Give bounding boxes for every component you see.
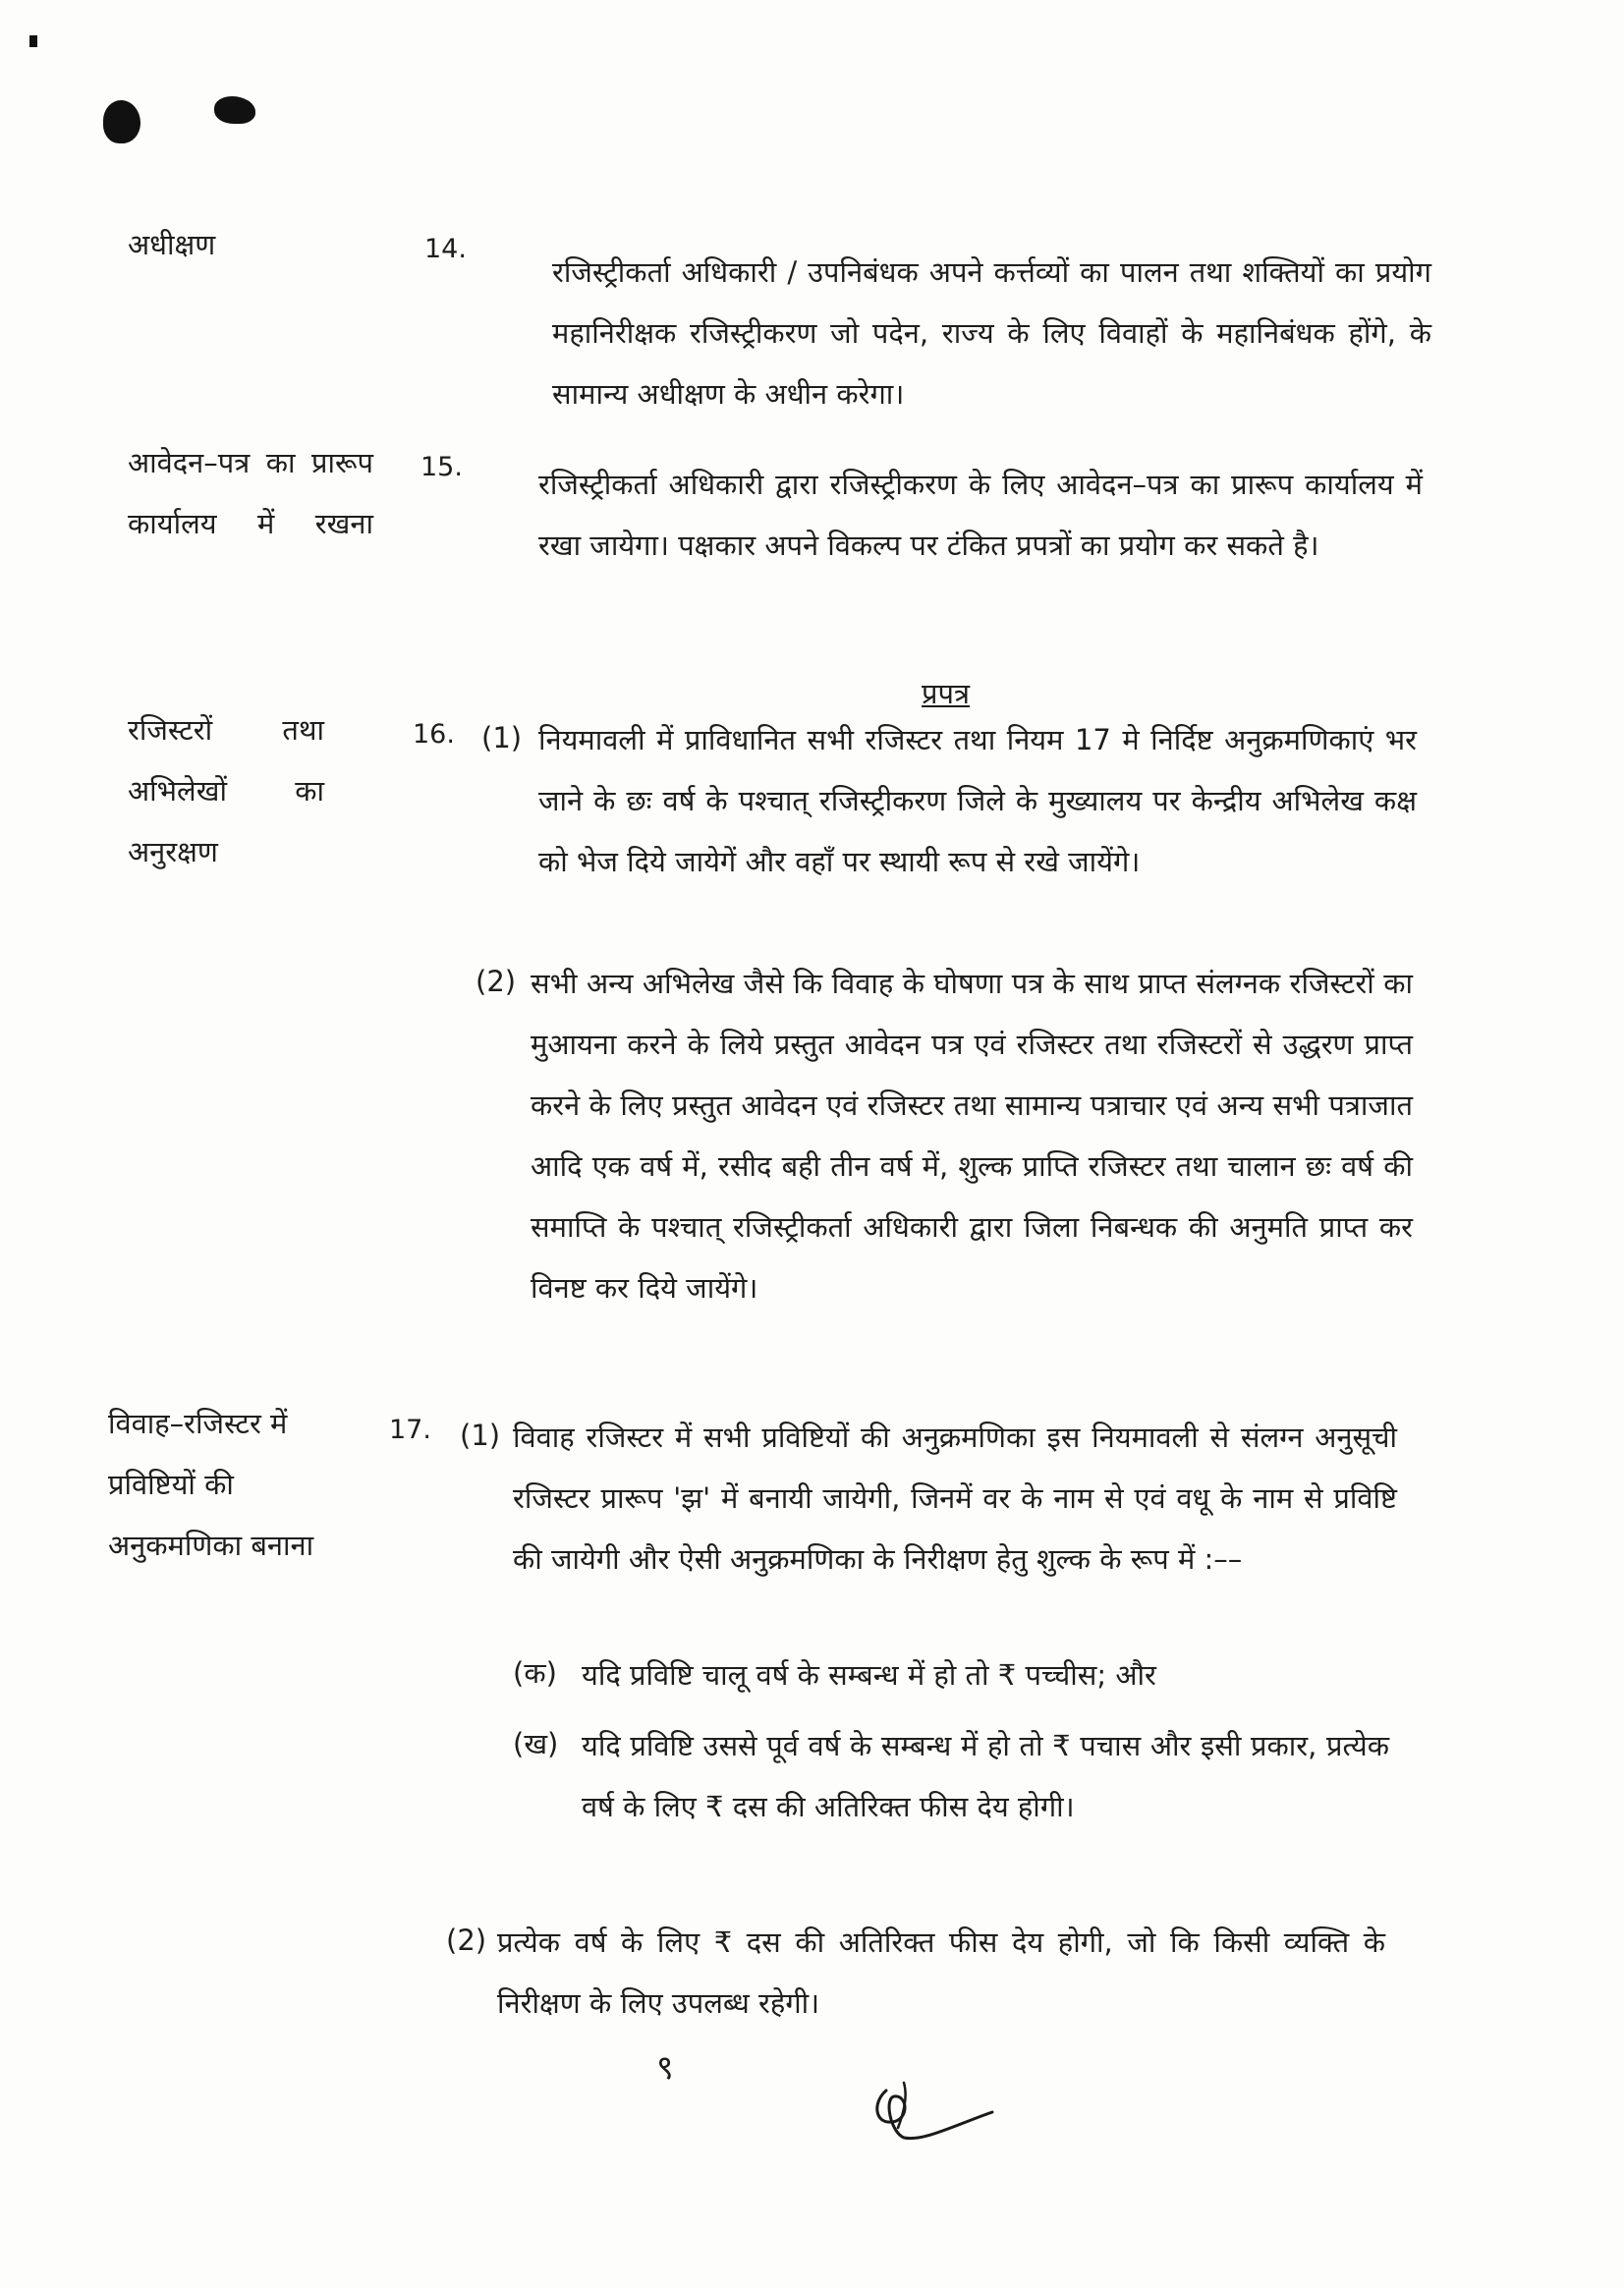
section-17-clause-2: प्रत्येक वर्ष के लिए ₹ दस की अतिरिक्त फीस देय होगी, जो कि किसी व्यक्ति के निरीक्षण के लिए उपलब्ध रहेगी। xyxy=(497,1925,1385,2020)
margin-heading-16: रजिस्टरों तथा अभिलेखों का अनुरक्षण xyxy=(128,713,324,868)
item-text-kha: यदि प्रविष्टि उससे पूर्व वर्ष के सम्बन्ध में हो तो ₹ पचास और इसी प्रकार, प्रत्येक वर्ष के लिए ₹ दस की अतिरिक्त फीस देय होगी। xyxy=(582,1729,1389,1823)
margin-heading-17: विवाह–रजिस्टर में प्रविष्टियों की अनुकमणिका बनाना xyxy=(108,1407,314,1562)
item-label-kha: (ख) xyxy=(513,1727,559,1760)
section-number-14: 14. xyxy=(424,234,467,264)
section-16-clause-1: नियमावली में प्राविधानित सभी रजिस्टर तथा नियम 17 मे निर्दिष्ट अनुक्रमणिकाएं भर जाने के छः वर्ष के पश्चात् रजिस्ट्रीकरण जिले के मुख्यालय पर केन्द्रीय अभिलेख कक्ष को भेज दिये जायेगें और वहाँ पर स्थायी रूप से रखे जायेंगे। xyxy=(538,723,1417,878)
ink-blot xyxy=(103,100,140,143)
margin-heading-14: अधीक्षण xyxy=(128,228,216,261)
item-text-ka: यदि प्रविष्टि चालू वर्ष के सम्बन्ध में हो तो ₹ पच्चीस; और xyxy=(582,1658,1156,1692)
section-17-clause-1: विवाह रजिस्टर में सभी प्रविष्टियों की अनुक्रमणिका इस नियमावली से संलग्न अनुसूची रजिस्टर प्रारूप 'झ' में बनायी जायेगी, जिनमें वर के नाम से एवं वधू के नाम से प्रविष्टि की जायेगी और ऐसी अनुक्रमणिका के निरीक्षण हेतु शुल्क के रूप में :–– xyxy=(513,1421,1397,1576)
margin-heading-15: आवेदन–पत्र का प्रारूप कार्यालय में रखना xyxy=(128,446,373,540)
item-label-ka: (क) xyxy=(513,1656,557,1690)
section-number-16: 16. xyxy=(413,719,455,750)
page-number: ९ xyxy=(656,2048,674,2088)
section-text-14: रजिस्ट्रीकर्ता अधिकारी / उपनिबंधक अपने कर्त्तव्यों का पालन तथा शक्तियों का प्रयोग महानिरीक्षक रजिस्ट्रीकरण जो पदेन, राज्य के लिए विवाहों के महानिबंधक होंगे, के सामान्य अधीक्षण के अधीन करेगा। xyxy=(552,255,1431,411)
section-number-17: 17. xyxy=(389,1415,431,1445)
section-number-15: 15. xyxy=(420,452,463,482)
subclause-label: (1) xyxy=(460,1419,501,1452)
subclause-label: (1) xyxy=(481,721,523,754)
ink-mark xyxy=(29,35,37,47)
subclause-label: (2) xyxy=(476,965,517,998)
ink-blot xyxy=(214,96,255,124)
subclause-label: (2) xyxy=(446,1924,487,1957)
signature xyxy=(865,2073,1002,2151)
section-16-clause-2: सभी अन्य अभिलेख जैसे कि विवाह के घोषणा पत्र के साथ प्राप्त संलग्नक रजिस्टरों का मुआयना करने के लिये प्रस्तुत आवेदन पत्र एवं रजिस्टर तथा रजिस्टरों से उद्धरण प्राप्त करने के लिए प्रस्तुत आवेदन एवं रजिस्टर तथा सामान्य पत्राचार एवं अन्य सभी पत्राजात आदि एक वर्ष में, रसीद बही तीन वर्ष में, शुल्क प्राप्ति रजिस्टर तथा चालान छः वर्ष की समाप्ति के पश्चात् रजिस्ट्रीकर्ता अधिकारी द्वारा जिला निबन्धक की अनुमति प्राप्त कर विनष्ट कर दिये जायेंगे। xyxy=(531,967,1413,1305)
section-text-15: रजिस्ट्रीकर्ता अधिकारी द्वारा रजिस्ट्रीकरण के लिए आवेदन–पत्र का प्रारूप कार्यालय में रखा जायेगा। पक्षकार अपने विकल्प पर टंकित प्रपत्रों का प्रयोग कर सकते है। xyxy=(538,468,1423,562)
form-heading: प्रपत्र xyxy=(922,677,970,710)
